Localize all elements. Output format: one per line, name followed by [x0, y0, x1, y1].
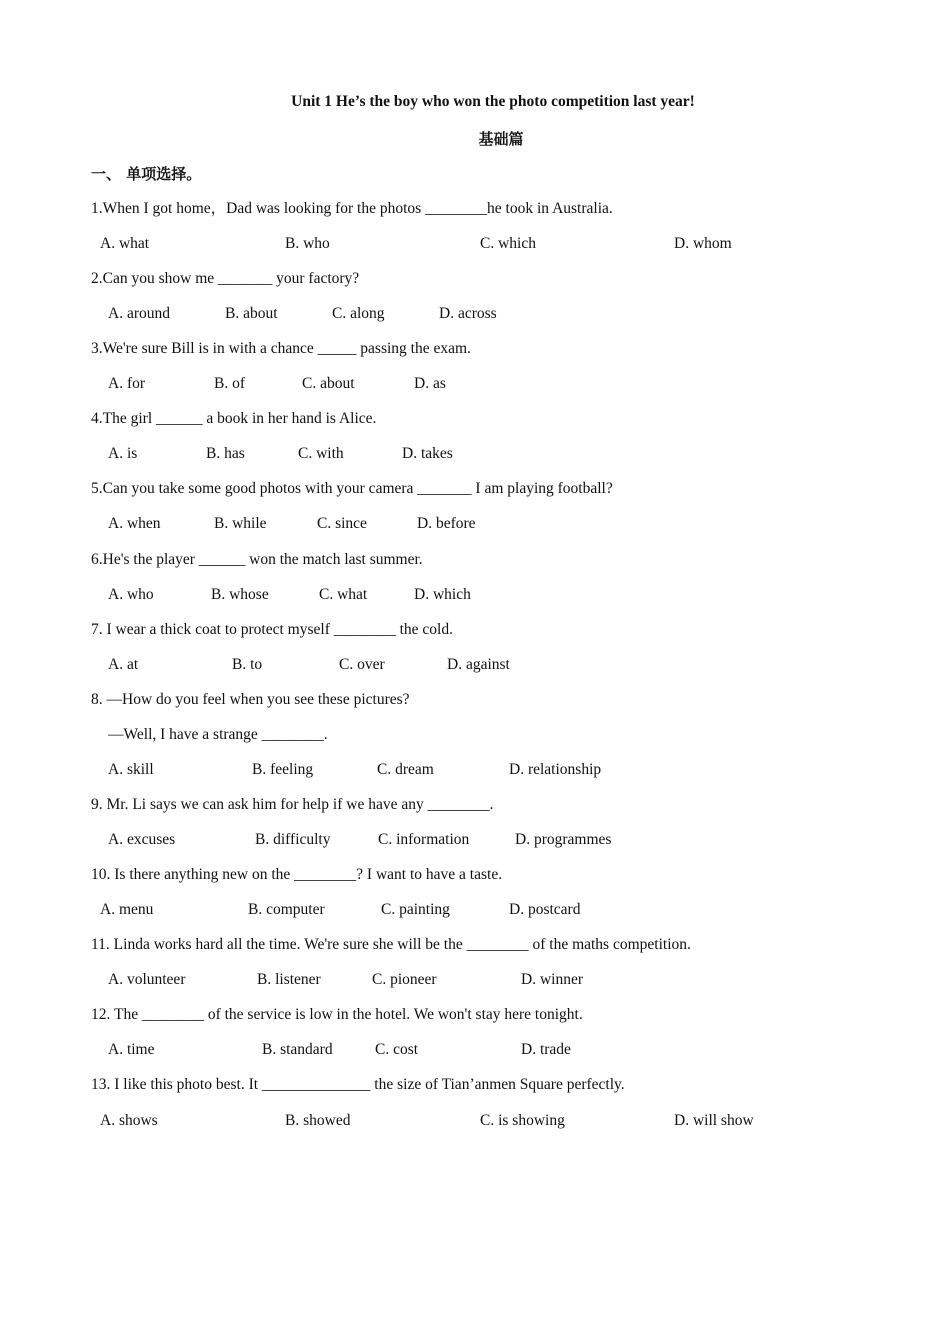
- option-d: D. winner: [521, 971, 583, 988]
- question-stem: 4.The girl ______ a book in her hand is Alice.: [91, 410, 377, 427]
- option-d: D. against: [447, 656, 510, 673]
- option-c: C. since: [317, 515, 367, 532]
- option-b: B. listener: [257, 971, 321, 988]
- option-b: B. showed: [285, 1112, 351, 1129]
- option-b: B. feeling: [252, 761, 314, 778]
- option-d: D. which: [414, 586, 471, 603]
- option-b: B. of: [214, 375, 245, 392]
- question-stem: 9. Mr. Li says we can ask him for help if we have any ________.: [91, 796, 494, 813]
- option-a: A. around: [108, 305, 170, 322]
- option-a: A. for: [108, 375, 146, 392]
- option-c: C. cost: [375, 1041, 419, 1058]
- option-d: D. as: [414, 375, 446, 392]
- option-c: C. which: [480, 235, 536, 252]
- question-stem: 11. Linda works hard all the time. We're sure she will be the ________ of the maths competition.: [91, 936, 691, 953]
- option-c: C. about: [302, 375, 355, 392]
- option-b: B. whose: [211, 586, 269, 603]
- question-stem: 12. The ________ of the service is low in the hotel. We won't stay here tonight.: [91, 1006, 583, 1023]
- option-a: A. is: [108, 445, 138, 462]
- question-stem: 5.Can you take some good photos with your camera _______ I am playing football?: [91, 480, 613, 497]
- option-d: D. will show: [674, 1112, 754, 1129]
- option-a: A. time: [108, 1041, 155, 1058]
- option-d: D. takes: [402, 445, 453, 462]
- question-stem: 6.He's the player ______ won the match last summer.: [91, 551, 423, 568]
- option-a: A. what: [100, 235, 150, 252]
- option-a: A. menu: [100, 901, 154, 918]
- option-a: A. when: [108, 515, 161, 532]
- question-stem: 2.Can you show me _______ your factory?: [91, 270, 360, 287]
- question-stem-reply: —Well, I have a strange ________.: [108, 726, 328, 743]
- page-title: Unit 1 He’s the boy who won the photo competition last year!: [291, 93, 695, 110]
- question-stem: 10. Is there anything new on the ________? I want to have a taste.: [91, 866, 503, 883]
- option-a: A. volunteer: [108, 971, 186, 988]
- option-a: A. at: [108, 656, 139, 673]
- option-b: B. has: [206, 445, 245, 462]
- option-c: C. is showing: [480, 1112, 565, 1129]
- section-heading: 一、 单项选择。: [91, 165, 202, 183]
- page-subtitle: 基础篇: [478, 130, 524, 148]
- option-a: A. skill: [108, 761, 154, 778]
- option-a: A. shows: [100, 1112, 158, 1129]
- option-c: C. pioneer: [372, 971, 437, 988]
- question-stem: 3.We're sure Bill is in with a chance _____ passing the exam.: [91, 340, 471, 357]
- option-d: D. postcard: [509, 901, 581, 918]
- option-b: B. about: [225, 305, 278, 322]
- option-d: D. before: [417, 515, 476, 532]
- option-d: D. relationship: [509, 761, 602, 778]
- option-b: B. computer: [248, 901, 325, 918]
- option-b: B. standard: [262, 1041, 333, 1058]
- option-b: B. to: [232, 656, 263, 673]
- option-d: D. trade: [521, 1041, 571, 1058]
- option-c: C. over: [339, 656, 385, 673]
- question-stem: 13. I like this photo best. It ______________ the size of Tian’anmen Square perfectly.: [91, 1076, 625, 1093]
- question-stem: 1.When I got home，Dad was looking for the photos ________he took in Australia.: [91, 200, 613, 217]
- option-d: D. across: [439, 305, 497, 322]
- option-c: C. painting: [381, 901, 450, 918]
- question-stem: 7. I wear a thick coat to protect myself ________ the cold.: [91, 621, 453, 638]
- option-d: D. whom: [674, 235, 732, 252]
- option-c: C. information: [378, 831, 470, 848]
- option-c: C. what: [319, 586, 368, 603]
- option-a: A. who: [108, 586, 154, 603]
- option-c: C. with: [298, 445, 344, 462]
- option-d: D. programmes: [515, 831, 612, 848]
- option-a: A. excuses: [108, 831, 176, 848]
- question-stem: 8. —How do you feel when you see these pictures?: [91, 691, 410, 708]
- option-b: B. difficulty: [255, 831, 331, 848]
- option-c: C. along: [332, 305, 385, 322]
- option-b: B. while: [214, 515, 267, 532]
- option-b: B. who: [285, 235, 330, 252]
- option-c: C. dream: [377, 761, 434, 778]
